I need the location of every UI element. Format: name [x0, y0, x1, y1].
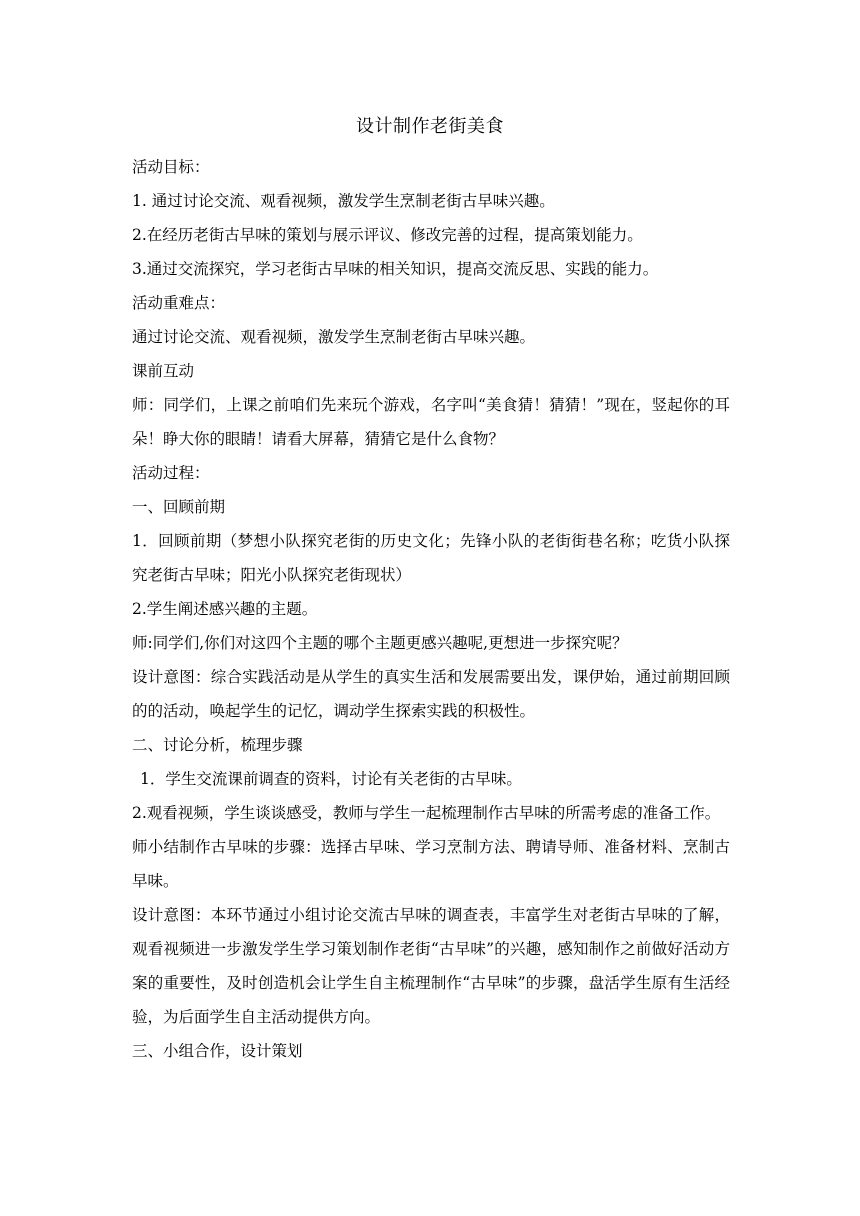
goal-item-2: 2.在经历老街古早味的策划与展示评议、修改完善的过程，提高策划能力。: [132, 226, 643, 244]
step2-item-1: 1．学生交流课前调查的资料，讨论有关老街的古早味。: [140, 770, 522, 788]
goal-item-3: 3.通过交流探究，学习老街古早味的相关知识，提高交流反思、实践的能力。: [132, 260, 659, 278]
step1-item-2: 2.学生阐述感兴趣的主题。: [132, 600, 318, 618]
goal-item-1: 1. 通过讨论交流、观看视频，激发学生烹制老街古早味兴趣。: [132, 192, 555, 210]
document-title: 设计制作老街美食: [356, 116, 504, 137]
section-heading-key-points: 活动重难点：: [132, 294, 226, 312]
step2-item-2: 2.观看视频，学生谈谈感受，教师与学生一起梳理制作古早味的所需考虑的准备工作。: [132, 804, 721, 822]
section-heading-warmup: 课前互动: [132, 362, 195, 380]
step1-teacher-question: 师:同学们,你们对这四个主题的哪个主题更感兴趣呢,更想进一步探究呢？: [132, 634, 628, 652]
document-body: [132, 150, 730, 1068]
step-heading-3: 三、小组合作，设计策划: [132, 1042, 303, 1060]
step-heading-1: 一、回顾前期: [132, 498, 226, 516]
warmup-text: 师：同学们，上课之前咱们先来玩个游戏，名字叫“美食猜！猜猜！”现在，竖起你的耳朵！睁大你的眼睛！请看大屏幕，猜猜它是什么食物？: [132, 396, 730, 448]
step2-teacher-summary: 师小结制作古早味的步骤：选择古早味、学习烹制方法、聘请导师、准备材料、烹制古早味。: [132, 838, 730, 890]
section-heading-goals: 活动目标：: [132, 158, 210, 176]
step2-design-intent: 设计意图：本环节通过小组讨论交流古早味的调查表，丰富学生对老街古早味的了解，观看视频进一步激发学生学习策划制作老街“古早味”的兴趣，感知制作之前做好活动方案的重要性，及时创造机会让学生自主梳理制作“古早味”的步骤，盘活学生原有生活经验，为后面学生自主活动提供方向。: [132, 906, 730, 1026]
step-heading-2: 二、讨论分析，梳理步骤: [132, 736, 303, 754]
key-points-text: 通过讨论交流、观看视频，激发学生烹制老街古早味兴趣。: [132, 328, 536, 346]
step1-item-1: 1．回顾前期（梦想小队探究老街的历史文化；先锋小队的老街街巷名称；吃货小队探究老街古早味；阳光小队探究老街现状）: [132, 532, 730, 584]
step1-design-intent: 设计意图：综合实践活动是从学生的真实生活和发展需要出发，课伊始，通过前期回顾的的活动，唤起学生的记忆，调动学生探索实践的积极性。: [132, 668, 730, 720]
section-heading-process: 活动过程：: [132, 464, 210, 482]
